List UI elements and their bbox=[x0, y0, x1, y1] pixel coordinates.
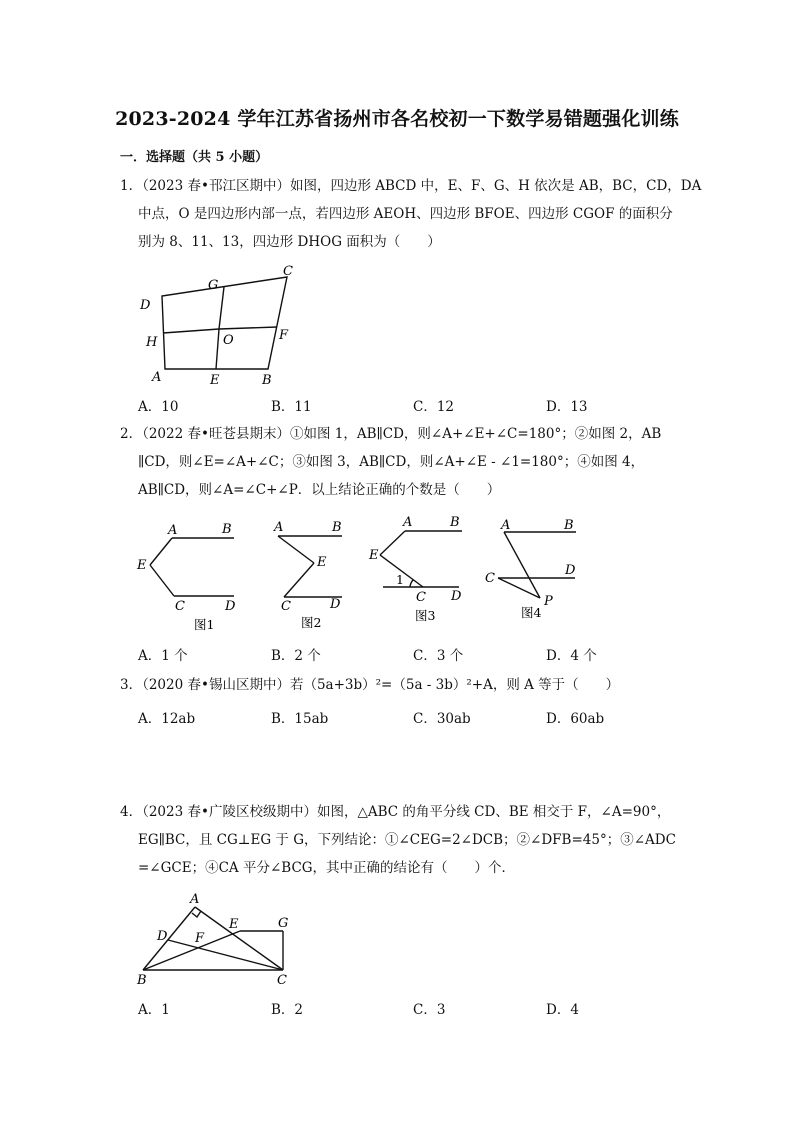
segment-ab bbox=[143, 907, 195, 970]
option-c: C．12 bbox=[413, 399, 455, 415]
svg-text:E: E bbox=[317, 555, 327, 570]
label-b: B bbox=[262, 373, 272, 388]
option-d: D．4 个 bbox=[546, 648, 597, 664]
page-title: 2023-2024 学年江苏省扬州市各名校初一下数学易错题强化训练 bbox=[115, 108, 679, 130]
option-d: D．13 bbox=[546, 399, 588, 415]
option-b: B．11 bbox=[271, 399, 312, 415]
label-o: O bbox=[223, 333, 234, 348]
label-a: A bbox=[152, 370, 162, 385]
svg-text:D: D bbox=[451, 589, 462, 604]
option-a: A．12ab bbox=[138, 711, 196, 727]
svg-text:E: E bbox=[137, 558, 147, 573]
question-2-line-1: 2．（2022 春•旺苍县期末）①如图 1，AB∥CD，则∠A+∠E+∠C=180°；②如图 2，AB bbox=[120, 426, 662, 442]
option-b: B．2 个 bbox=[271, 648, 321, 664]
svg-text:A: A bbox=[403, 515, 413, 530]
figure-caption-3: 图3 bbox=[415, 608, 436, 623]
svg-text:C: C bbox=[175, 599, 185, 614]
figure-caption-2: 图2 bbox=[301, 615, 322, 630]
question-1-line-1: 1．（2023 春•邗江区期中）如图，四边形 ABCD 中，E、F、G、H 依次是 AB，BC，CD，DA bbox=[120, 178, 702, 194]
svg-text:P: P bbox=[544, 594, 553, 609]
option-b: B．2 bbox=[271, 1002, 304, 1018]
svg-text:B: B bbox=[450, 515, 460, 530]
label-d: D bbox=[140, 298, 151, 313]
right-angle-mark bbox=[192, 911, 201, 917]
question-1-line-2: 中点，O 是四边形内部一点，若四边形 AEOH、四边形 BFOE、四边形 CGOF 的面积分 bbox=[138, 206, 673, 222]
svg-text:C: C bbox=[416, 590, 426, 605]
svg-text:D: D bbox=[157, 929, 168, 944]
svg-text:1: 1 bbox=[396, 572, 404, 587]
option-c: C．3 bbox=[413, 1002, 446, 1018]
svg-text:A: A bbox=[274, 520, 284, 535]
svg-text:F: F bbox=[195, 931, 205, 946]
svg-text:C: C bbox=[485, 571, 495, 586]
label-h: H bbox=[146, 335, 158, 350]
option-a: A．10 bbox=[138, 399, 179, 415]
option-c: C．30ab bbox=[413, 711, 471, 727]
label-c: C bbox=[283, 264, 293, 279]
option-a: A．1 个 bbox=[138, 648, 188, 664]
svg-text:B: B bbox=[222, 522, 232, 537]
label-f: F bbox=[279, 328, 289, 343]
question-3-line-1: 3．（2020 春•锡山区期中）若（5a+3b）²=（5a - 3b）²+A，则 A 等于（ ） bbox=[120, 677, 620, 693]
svg-text:B: B bbox=[564, 518, 574, 533]
option-d: D．4 bbox=[546, 1002, 579, 1018]
figure-caption-1: 图1 bbox=[194, 617, 215, 632]
svg-text:A: A bbox=[501, 518, 511, 533]
option-c: C．3 个 bbox=[413, 648, 464, 664]
option-a: A．1 bbox=[138, 1002, 170, 1018]
svg-text:A: A bbox=[190, 892, 200, 907]
question-2-line-3: AB∥CD，则∠A=∠C+∠P．以上结论正确的个数是（ ） bbox=[138, 482, 501, 498]
svg-text:B: B bbox=[137, 973, 147, 988]
question-4-line-3: =∠GCE；④CA 平分∠BCG，其中正确的结论有（ ）个． bbox=[138, 860, 516, 876]
svg-text:D: D bbox=[225, 599, 236, 614]
svg-text:D: D bbox=[330, 597, 341, 612]
svg-text:C: C bbox=[277, 973, 287, 988]
svg-text:E: E bbox=[229, 917, 239, 932]
svg-text:D: D bbox=[565, 563, 576, 578]
question-2-line-2: ∥CD，则∠E=∠A+∠C；③如图 3，AB∥CD，则∠A+∠E - ∠1=180°；④如图 4， bbox=[138, 454, 645, 470]
question-4-line-2: EG∥BC，且 CG⊥EG 于 G，下列结论：①∠CEG=2∠DCB；②∠DFB=45°；③∠ADC bbox=[138, 832, 676, 848]
svg-text:C: C bbox=[281, 599, 291, 614]
question-1-line-3: 别为 8、11、13，四边形 DHOG 面积为（ ） bbox=[138, 234, 441, 250]
option-d: D．60ab bbox=[546, 711, 605, 727]
section-heading: 一．选择题（共 5 小题） bbox=[120, 150, 269, 165]
segment-ac bbox=[195, 907, 283, 970]
svg-text:G: G bbox=[278, 916, 289, 931]
question-4-line-1: 4．（2023 春•广陵区校级期中）如图，△ABC 的角平分线 CD、BE 相交于 F，∠A=90°， bbox=[120, 804, 671, 820]
label-e: E bbox=[210, 373, 220, 388]
question-4-options bbox=[138, 998, 698, 1020]
svg-text:E: E bbox=[369, 548, 379, 563]
label-g: G bbox=[208, 278, 219, 293]
svg-text:A: A bbox=[168, 523, 178, 538]
svg-text:B: B bbox=[332, 520, 342, 535]
option-b: B．15ab bbox=[271, 711, 329, 727]
segment-cd bbox=[168, 940, 283, 970]
figure-caption-4: 图4 bbox=[521, 605, 542, 620]
